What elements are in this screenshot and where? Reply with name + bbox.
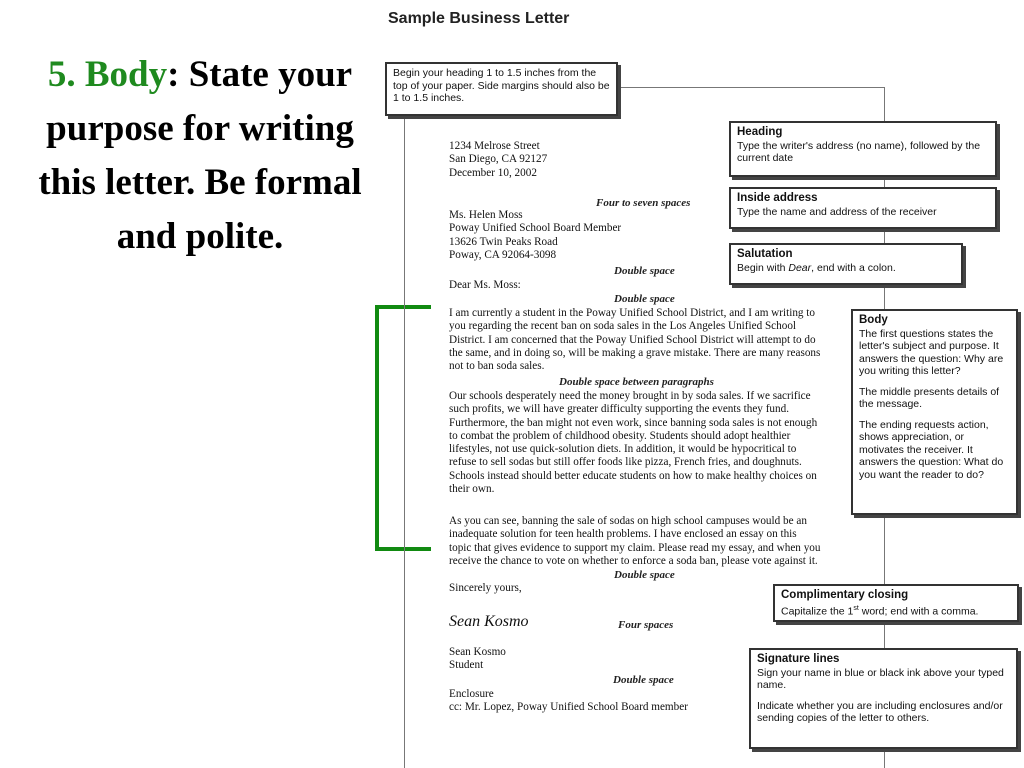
callout-closing-text-sup: st — [853, 604, 859, 612]
letter-paragraph-1 — [449, 307, 820, 373]
note-four-spaces: Four spaces — [618, 619, 674, 631]
letter-line: Our schools desperately need the money brought in by soda sales. If we sacrifice — [449, 390, 811, 402]
letter-heading-line: December 10, 2002 — [449, 166, 537, 179]
callout-body — [851, 309, 1018, 515]
letter-line: I am currently a student in the Poway Unified School District, and I am writing to — [449, 307, 816, 319]
letter-line: As you can see, banning the sale of sodas on high school campuses would be an — [449, 515, 807, 527]
document-title: Sample Business Letter — [388, 10, 570, 27]
callout-heading-text: Type the writer's address (no name), followed by the current date — [737, 139, 981, 164]
letter-heading-line: 1234 Melrose Street — [449, 140, 540, 152]
letter-heading-line: San Diego, CA 92127 — [449, 153, 548, 166]
letter-line: lifestyles, not use quick-solution diets. In addition, it would be hypocritical to — [449, 443, 797, 456]
letter-enclosure-line: Enclosure — [449, 688, 494, 700]
callout-heading-title: Heading — [737, 126, 783, 138]
letter-line: not to ban soda sales. — [449, 360, 545, 373]
callout-closing-text — [781, 603, 1011, 618]
note-double-space-2: Double space — [614, 293, 675, 305]
letter-typed-line: Sean Kosmo — [449, 646, 506, 658]
callout-inside-address-title: Inside address — [737, 192, 818, 204]
letter-line: topic that gives evidence to support my claim. Please read my essay, and when you — [449, 541, 821, 554]
callout-salutation — [729, 243, 963, 285]
slide-title-rest: : State your purpose for writing this letter. Be formal and polite. — [38, 54, 362, 257]
letter-line: District. I am concerned that the Poway Unified School District will attempt to do — [449, 333, 816, 346]
slide-title-highlight: 5. Body — [47, 54, 168, 95]
callout-inside-address — [729, 187, 997, 229]
letter-inside-address — [449, 209, 621, 262]
callout-signature — [749, 648, 1018, 749]
note-four-to-seven: Four to seven spaces — [596, 197, 691, 209]
callout-salutation-title: Salutation — [737, 248, 793, 260]
callout-heading — [729, 121, 997, 177]
letter-closing: Sincerely yours, — [449, 582, 522, 594]
letter-inside-line: Ms. Helen Moss — [449, 209, 523, 221]
letter-salutation: Dear Ms. Moss: — [449, 279, 521, 291]
note-between-paragraphs: Double space between paragraphs — [559, 376, 714, 388]
letter-line: refuse to sell sodas but still offer foods like pizza, French fries, and doughnuts. — [449, 456, 802, 469]
callout-body-p1: The first questions states the letter's subject and purpose. It answers the question: Why are you writing this letter? — [859, 327, 1004, 377]
note-double-space-3: Double space — [614, 569, 675, 581]
letter-inside-line: 13626 Twin Peaks Road — [449, 235, 558, 248]
callout-closing — [773, 584, 1019, 622]
letter-line: inadequate solution for teen health problems. I have enclosed an essay on this — [449, 528, 797, 541]
letter-paragraph-3 — [449, 515, 820, 568]
letter-typed-line: Student — [449, 659, 484, 672]
letter-enclosure-line: cc: Mr. Lopez, Poway Unified School Board member — [449, 701, 688, 714]
letter-signature: Sean Kosmo — [449, 613, 529, 630]
callout-closing-text-b: word; end with a comma. — [858, 605, 979, 617]
letter-inside-line: Poway, CA 92064-3098 — [449, 248, 557, 261]
callout-top-margin-text: Begin your heading 1 to 1.5 inches from the top of your paper. Side margins should also be 1 to 1.5 inches. — [393, 67, 610, 104]
letter-line: such profits, we will have greater difficulty supporting the events they fund. — [449, 403, 789, 416]
letter-line: Schools instead should better educate students on how to make healthy choices on — [449, 469, 817, 482]
callout-salutation-text — [737, 262, 955, 275]
letter-line: Furthermore, the ban might not even work, since banning soda sales is not enough — [449, 416, 818, 429]
callout-body-p2: The middle presents details of the message. — [859, 385, 1000, 410]
callout-inside-address-text: Type the name and address of the receiver — [737, 205, 937, 218]
letter-line: their own. — [449, 483, 495, 496]
callout-salutation-text-b: , end with a colon. — [811, 261, 896, 274]
letter-line: receive the chance to vote on whether to enforce a soda ban, please vote against it. — [449, 554, 818, 567]
letter-inside-line: Poway Unified School Board Member — [449, 222, 622, 235]
callout-body-title: Body — [859, 314, 888, 326]
callout-top-margin — [385, 62, 618, 116]
note-double-space-4: Double space — [613, 674, 674, 686]
callout-signature-p1: Sign your name in blue or black ink above your typed name. — [757, 666, 1004, 691]
letter-heading — [449, 140, 547, 180]
slide-title — [30, 48, 370, 264]
callout-signature-title: Signature lines — [757, 653, 840, 665]
callout-closing-text-a: Capitalize the 1 — [781, 605, 854, 617]
letter-line: to combat the problem of childhood obesity. Students should adopt healthier — [449, 429, 791, 442]
callout-salutation-text-a: Begin with — [737, 261, 789, 274]
letter-typed-name — [449, 646, 506, 673]
letter-line: you regarding the recent ban on soda sales in the Los Angeles Unified School — [449, 320, 797, 333]
callout-closing-title: Complimentary closing — [781, 589, 909, 601]
callout-salutation-text-em: Dear — [788, 261, 812, 274]
letter-line: the same, and in doing so, will be making a grave mistake. There are many reasons — [449, 346, 821, 359]
callout-signature-p2: Indicate whether you are including enclosures and/or sending copies of the letter to others. — [757, 699, 1003, 724]
letter-enclosure — [449, 688, 688, 715]
callout-body-p3: The ending requests action, shows appreciation, or motivates the receiver. It answers the question: What do you want the reader to do? — [859, 418, 1004, 481]
note-double-space-1: Double space — [614, 265, 675, 277]
letter-paragraph-2 — [449, 390, 817, 496]
